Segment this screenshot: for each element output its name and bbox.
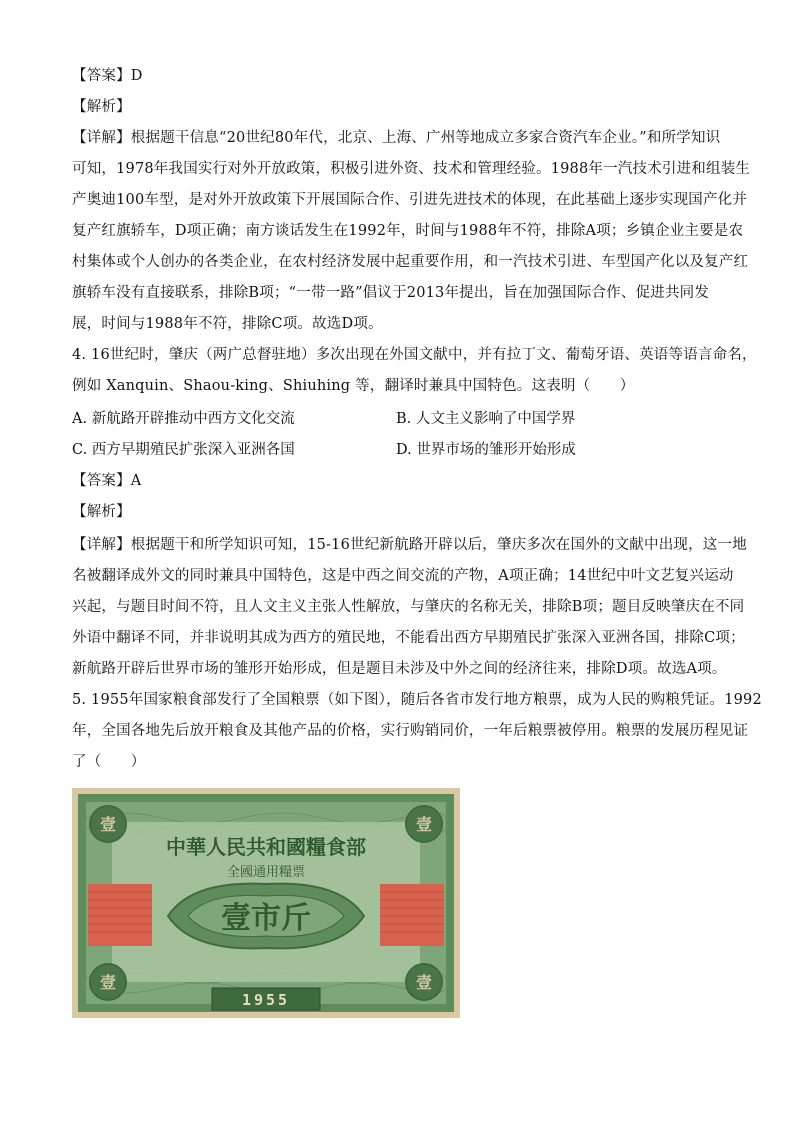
q4-detail-line-3: 兴起，与题目时间不符，且人文主义主张人性解放，与肇庆的名称无关，排除B项；题目反映肇庆在不同: [72, 599, 745, 615]
ticket-issuer: 中華人民共和國糧食部: [166, 835, 366, 859]
q3-detail-line-2: 可知，1978年我国实行对外开放政策，积极引进外资、技术和管理经验。1988年一汽技术引进和组装生: [72, 161, 751, 177]
q4-stem-line-2: 例如 Xanquin、Shaou-king、Shiuhing 等，翻译时兼具中国特色。这表明（ ）: [72, 378, 635, 394]
q3-answer: 【答案】D: [72, 68, 143, 84]
q5-stem-line-3: 了（ ）: [72, 754, 146, 770]
q3-analysis-label: 【解析】: [72, 99, 131, 115]
q4-analysis-label: 【解析】: [72, 504, 131, 520]
q3-detail-line-5: 村集体或个人创办的各类企业，在农村经济发展中起重要作用，和一汽技术引进、车型国产化以及复产红: [72, 254, 749, 270]
ticket-year: 1955: [241, 991, 291, 1009]
ticket-red-band-right: [380, 884, 444, 946]
q4-option-b: B. 人文主义影响了中国学界: [396, 411, 576, 427]
ticket-corner-text-tl: 壹: [99, 815, 117, 834]
q4-answer: 【答案】A: [72, 473, 142, 489]
q3-detail-line-3: 产奥迪100车型，是对外开放政策下开展国际合作、引进先进技术的体现，在此基础上逐步实现国产化并: [72, 192, 748, 208]
ticket-corner-text-bl: 壹: [99, 973, 117, 992]
ticket-corner-text-tr: 壹: [415, 815, 433, 834]
q4-detail-line-4: 外语中翻译不同，并非说明其成为西方的殖民地，不能看出西方早期殖民扩张深入亚洲各国，排除C项；: [72, 630, 745, 646]
q4-option-a: A. 新航路开辟推动中西方文化交流: [72, 411, 295, 427]
ticket-red-band-left: [88, 884, 152, 946]
ticket-subtitle: 全國通用糧票: [226, 865, 306, 880]
q4-option-c: C. 西方早期殖民扩张深入亚洲各国: [72, 442, 295, 458]
q5-stem-line-1: 5. 1955年国家粮食部发行了全国粮票（如下图），随后各省市发行地方粮票，成为人民的购粮凭证。1992: [72, 692, 762, 708]
ticket-denomination: 壹市斤: [221, 901, 311, 936]
grain-ticket-image: [72, 788, 460, 1018]
q4-option-d: D. 世界市场的雏形开始形成: [396, 442, 576, 458]
q4-detail-line-1: 【详解】根据题干和所学知识可知，15-16世纪新航路开辟以后，肇庆多次在国外的文献中出现，这一地: [72, 537, 747, 553]
q3-detail-line-4: 复产红旗轿车，D项正确；南方谈话发生在1992年，时间与1988年不符，排除A项；乡镇企业主要是农: [72, 223, 744, 239]
q4-stem-line-1: 4. 16世纪时，肇庆（两广总督驻地）多次出现在外国文献中，并有拉丁文、葡萄牙语、英语等语言命名，: [72, 347, 757, 363]
q3-detail-line-7: 展，时间与1988年不符，排除C项。故选D项。: [72, 316, 383, 332]
q5-stem-line-2: 年，全国各地先后放开粮食及其他产品的价格，实行购销同价，一年后粮票被停用。粮票的发展历程见证: [72, 723, 749, 739]
ticket-corner-text-br: 壹: [415, 973, 433, 992]
q4-detail-line-5: 新航路开辟后世界市场的雏形开始形成，但是题目未涉及中外之间的经济往来，排除D项。故选A项。: [72, 661, 727, 677]
q3-detail-line-1: 【详解】根据题干信息“20世纪80年代，北京、上海、广州等地成立多家合资汽车企业。”和所学知识: [72, 130, 721, 146]
q4-detail-line-2: 名被翻译成外文的同时兼具中国特色，这是中西之间交流的产物，A项正确；14世纪中叶文艺复兴运动: [72, 568, 734, 584]
q3-detail-line-6: 旗轿车没有直接联系，排除B项；“一带一路”倡议于2013年提出，旨在加强国际合作、促进共同发: [72, 285, 710, 301]
